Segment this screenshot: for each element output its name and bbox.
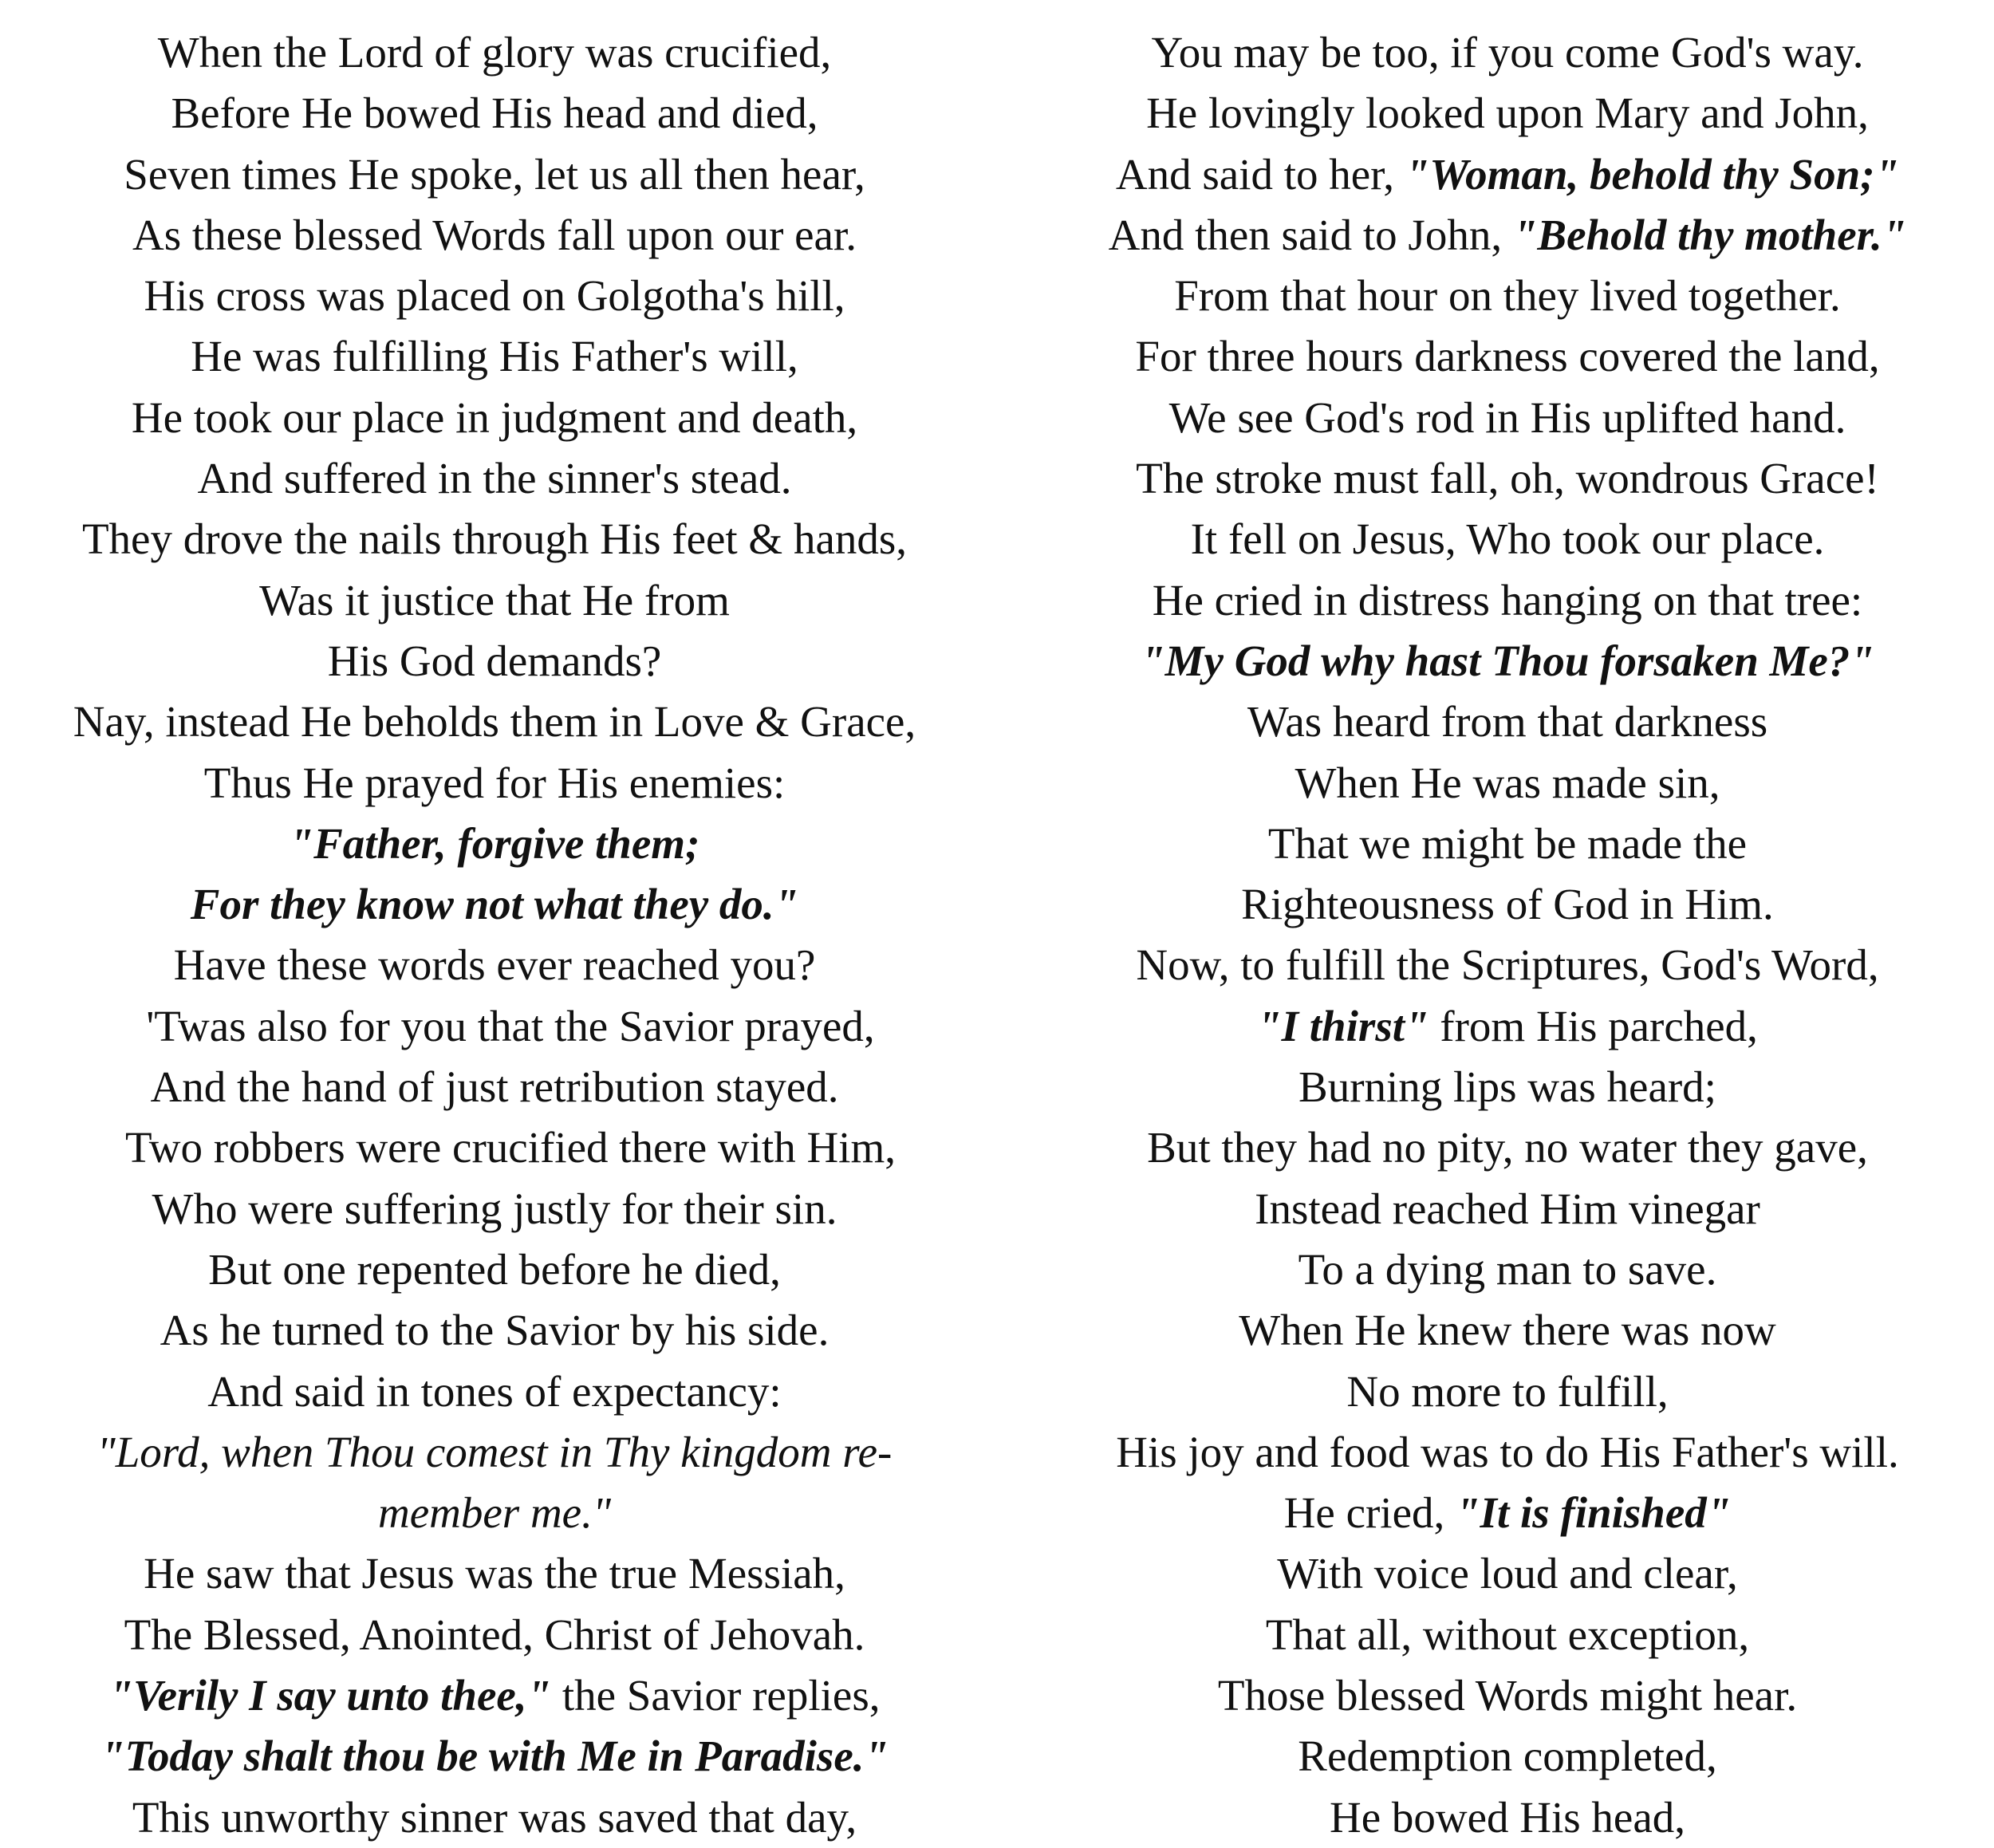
- poem-line: He lovingly looked upon Mary and John,: [1146, 89, 1869, 138]
- poem-line: member me.": [378, 1488, 611, 1538]
- poem-line: For they know not what they do.": [190, 880, 799, 929]
- poem-line: His joy and food was to do His Father's will.: [1116, 1427, 1899, 1476]
- poem-line: Thus He prayed for His enemies:: [203, 758, 786, 807]
- poem-left-column: [24, 22, 965, 1848]
- poem-line: Nay, instead He beholds them in Love & Grace,: [73, 697, 916, 747]
- poem-line: And said in tones of expectancy:: [207, 1366, 782, 1416]
- poem-line: "Lord, when Thou comest in Thy kingdom re-: [97, 1427, 893, 1476]
- poem-line: Burning lips was heard;: [1298, 1062, 1716, 1112]
- poem-line: "Father, forgive them;: [289, 818, 700, 868]
- line-text: And then said to John,: [1108, 210, 1513, 259]
- poem-line: When the Lord of glory was crucified,: [157, 28, 832, 77]
- scripture-quote: "Behold thy mother.": [1512, 210, 1907, 259]
- poem-line: But they had no pity, no water they gave,: [1147, 1123, 1868, 1172]
- poem-line: [109, 1665, 881, 1726]
- poem-line: Was heard from that darkness: [1247, 697, 1768, 747]
- poem-line: That we might be made the: [1267, 818, 1748, 868]
- poem-line: He took our place in judgment and death,: [131, 392, 858, 442]
- poem-line: But one repented before he died,: [208, 1244, 781, 1294]
- poem-line: Seven times He spoke, let us all then hear,: [124, 149, 865, 199]
- poem-line: No more to fulfill,: [1346, 1366, 1669, 1416]
- poem-line: From that hour on they lived together.: [1174, 271, 1841, 321]
- poem-right-column: [1037, 22, 1978, 1848]
- poem-line: That all, without exception,: [1265, 1610, 1750, 1659]
- poem-line: When He was made sin,: [1295, 758, 1720, 807]
- line-text: And said to her,: [1115, 149, 1405, 199]
- poem-line: He bowed His head,: [1330, 1792, 1685, 1842]
- poem-line: The Blessed, Anointed, Christ of Jehovah.: [124, 1610, 865, 1659]
- poem-line: He cried in distress hanging on that tree:: [1152, 575, 1863, 625]
- poem-line: [1257, 996, 1758, 1057]
- poem-line: He was fulfilling His Father's will,: [191, 332, 798, 381]
- poem-line: [1116, 144, 1899, 205]
- line-text: the Savior replies,: [551, 1671, 881, 1720]
- poem-line: His cross was placed on Golgotha's hill,: [144, 271, 845, 321]
- poem-line: Righteousness of God in Him.: [1241, 880, 1774, 929]
- poem-line: It fell on Jesus, Who took our place.: [1190, 514, 1825, 564]
- poem-line: [1284, 1483, 1732, 1543]
- scripture-quote: "Verily I say unto thee,": [108, 1671, 552, 1720]
- poem-line: "My God why hast Thou forsaken Me?": [1141, 636, 1874, 685]
- line-text: from His parched,: [1429, 1001, 1758, 1050]
- scripture-quote: "It is finished": [1456, 1488, 1732, 1538]
- poem-line: And the hand of just retribution stayed.: [150, 1062, 839, 1112]
- poem-line: When He knew there was now: [1239, 1306, 1776, 1355]
- poem-line: This unworthy sinner was saved that day,: [132, 1792, 857, 1842]
- poem-line: Was it justice that He from: [259, 575, 730, 625]
- poem-line: With voice loud and clear,: [1277, 1549, 1738, 1598]
- poem-line: You may be too, if you come God's way.: [1151, 28, 1864, 77]
- poem-line: Who were suffering justly for their sin.: [152, 1184, 837, 1233]
- poem-line: Those blessed Words might hear.: [1217, 1671, 1798, 1720]
- poem-line: They drove the nails through His feet & hands,: [81, 514, 908, 564]
- poem-line: Redemption completed,: [1298, 1732, 1717, 1781]
- poem-line: To a dying man to save.: [1298, 1244, 1717, 1294]
- poem-line: Instead reached Him vinegar: [1255, 1184, 1760, 1233]
- poem-line: [1109, 205, 1907, 266]
- poem-line: 'Twas also for you that the Savior prayed,: [146, 1001, 875, 1050]
- poem-line: As he turned to the Savior by his side.: [160, 1306, 830, 1355]
- line-text: He cried,: [1283, 1488, 1456, 1538]
- poem-line: He saw that Jesus was the true Messiah,: [144, 1549, 845, 1598]
- poem-line: Before He bowed His head and died,: [171, 89, 818, 138]
- poem-line: And suffered in the sinner's stead.: [197, 454, 792, 503]
- poem-line: The stroke must fall, oh, wondrous Grace!: [1136, 454, 1879, 503]
- poem-line: His God demands?: [327, 636, 662, 685]
- poem-line: Two robbers were crucified there with Him,: [125, 1123, 896, 1172]
- poem-line: Have these words ever reached you?: [173, 940, 816, 990]
- poem-line: We see God's rod in His uplifted hand.: [1168, 392, 1846, 442]
- poem-line: As these blessed Words fall upon our ear.: [132, 210, 857, 259]
- poem-line: "Today shalt thou be with Me in Paradise.": [100, 1732, 889, 1781]
- poem-line: For three hours darkness covered the land,: [1135, 332, 1880, 381]
- scripture-quote: "I thirst": [1257, 1001, 1429, 1050]
- scripture-quote: "Woman, behold thy Son;": [1405, 149, 1900, 199]
- poem-line: Now, to fulfill the Scriptures, God's Word,: [1136, 940, 1879, 990]
